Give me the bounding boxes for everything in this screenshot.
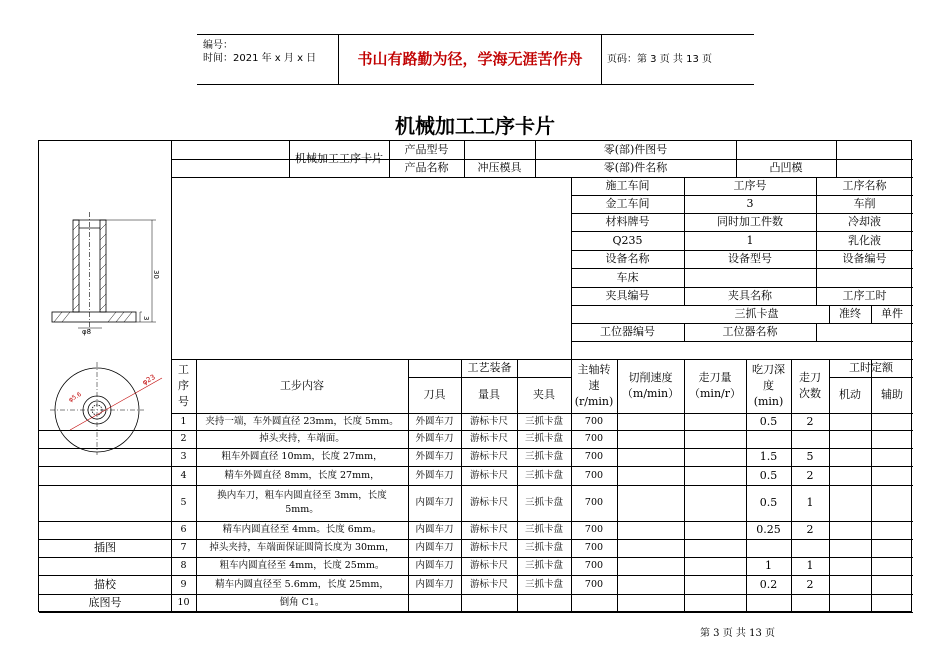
- row-speed: 700: [584, 560, 604, 571]
- page-header: [197, 34, 754, 85]
- row-fixture: 三抓卡盘: [524, 542, 563, 553]
- row-tool: 内圆车刀: [415, 560, 454, 571]
- col-tool: 刀具: [423, 388, 446, 401]
- info-cell: 工位器编号: [600, 325, 655, 338]
- col-aux: 辅助: [881, 388, 903, 401]
- row-gauge: 游标卡尺: [469, 578, 508, 590]
- side-draw: 插图: [94, 541, 116, 554]
- row-tool: 外圆车刀: [415, 469, 454, 481]
- row-fixture: 三抓卡盘: [524, 451, 563, 462]
- header-number: 编号：: [203, 40, 233, 51]
- col-time-quota: 工时定额: [849, 361, 893, 374]
- row-content: 粗车外圆直径 10mm，长度 27mm，: [221, 451, 383, 462]
- info-cell: 3: [746, 197, 754, 210]
- dim-d4: φ5.6: [67, 390, 83, 404]
- row-no: 3: [180, 451, 187, 462]
- row-no: 4: [180, 469, 187, 481]
- top-view: [50, 362, 162, 455]
- row-tool: 内圆车刀: [415, 524, 454, 535]
- header-time: 时间：2021 年 x 月 x 日: [203, 53, 317, 64]
- row-depth: [746, 594, 791, 612]
- dim-base: 3: [142, 316, 150, 321]
- row-passes: 2: [806, 414, 814, 428]
- info-cell: 冷却液: [848, 215, 881, 228]
- row-gauge: [461, 594, 517, 612]
- row-depth: 0.5: [759, 496, 778, 509]
- row-tool: 外圆车刀: [415, 433, 454, 444]
- row-content: 换内车刀，粗车内圆直径至 3mm，长度 5mm。: [217, 490, 387, 515]
- row-fixture: 三抓卡盘: [524, 415, 563, 427]
- row-depth: 0.5: [759, 414, 778, 428]
- grid-line: [39, 612, 913, 613]
- section-view: [52, 212, 156, 330]
- row-gauge: 游标卡尺: [469, 542, 508, 553]
- row-speed: 700: [584, 415, 604, 427]
- row-tool: 内圆车刀: [415, 497, 454, 508]
- header-meta: [197, 35, 337, 84]
- row-fixture: 三抓卡盘: [524, 524, 563, 535]
- row-depth: 0.5: [759, 468, 778, 482]
- row-depth: [746, 430, 791, 448]
- info-cell: 工序名称: [842, 179, 887, 192]
- row-passes: 5: [806, 450, 814, 463]
- process-card: [38, 140, 912, 612]
- row-no: 1: [180, 415, 187, 427]
- row-no: 10: [177, 597, 190, 608]
- row-content: 掉头夹持，车端面。: [259, 433, 345, 444]
- col-spindle: 主轴转速(r/min): [574, 363, 614, 408]
- info-cell: 夹具名称: [728, 289, 772, 302]
- row-fixture: 三抓卡盘: [524, 560, 563, 571]
- row-tool: 外圆车刀: [415, 451, 454, 462]
- row-passes: [791, 594, 829, 612]
- page-title: 机械加工工序卡片: [395, 114, 555, 138]
- part-name: 凸凹模: [769, 161, 803, 174]
- row-no: 5: [180, 497, 187, 508]
- row-depth: 0.25: [756, 523, 781, 536]
- col-depth: 吃刀深度(min): [752, 363, 785, 408]
- col-equipment: 工艺装备: [467, 361, 512, 374]
- row-passes: 1: [806, 559, 814, 572]
- col-passes: 走刀次数: [799, 371, 821, 400]
- side-base-no: 底图号: [88, 596, 122, 609]
- info-cell: [816, 268, 913, 287]
- row-content: 粗车内圆直径至 4mm，长度 25mm。: [219, 560, 385, 571]
- row-speed: 700: [584, 497, 604, 508]
- info-cell: Q235: [612, 233, 643, 247]
- info-cell: 施工车间: [605, 179, 650, 192]
- col-feed: 走刀量（min/r）: [689, 371, 741, 400]
- info-cell: [684, 268, 816, 287]
- row-tool: 内圆车刀: [415, 542, 454, 553]
- dim-d: φ8: [82, 328, 92, 336]
- page-footer: 第 3 页 共 13 页: [700, 628, 775, 639]
- info-cell: 乳化液: [848, 233, 881, 247]
- row-no: 6: [180, 524, 187, 535]
- row-tool: [408, 594, 461, 612]
- row-gauge: 游标卡尺: [469, 433, 508, 444]
- row-fixture: 三抓卡盘: [524, 578, 563, 590]
- row-passes: [791, 539, 829, 557]
- grid-line: [836, 141, 837, 177]
- product-name: 冲压模具: [477, 161, 522, 174]
- row-fixture: 三抓卡盘: [524, 433, 563, 444]
- info-cell: 同时加工件数: [717, 215, 783, 228]
- row-no: 9: [180, 578, 187, 590]
- row-content: 精车内圆直径至 4mm。长度 6mm。: [222, 524, 382, 535]
- info-cell: 车床: [616, 270, 639, 284]
- info-cell: 1: [746, 233, 754, 247]
- dim-height: 30: [152, 270, 160, 279]
- row-speed: [571, 594, 617, 612]
- info-cell: 车削: [853, 197, 876, 210]
- row-speed: 700: [584, 578, 604, 590]
- col-machine: 机动: [839, 388, 861, 401]
- row-content: 掉头夹持，车端面保证圆筒长度为 30mm，: [209, 542, 395, 553]
- info-cell: 三抓卡盘: [734, 307, 779, 320]
- row-passes: [791, 430, 829, 448]
- row-fixture: [517, 594, 571, 612]
- header-motto: 书山有路勤为径，学海无涯苦作舟: [338, 35, 602, 84]
- col-content: 工步内容: [280, 379, 324, 392]
- info-cell: 夹具编号: [605, 289, 650, 302]
- col-cut-speed: 切削速度（m/min）: [621, 371, 680, 400]
- info-cell: 单件: [881, 307, 903, 320]
- info-cell: 准终: [839, 307, 861, 320]
- info-cell: 金工车间: [605, 197, 650, 210]
- side-trace: 描校: [94, 577, 116, 591]
- row-gauge: 游标卡尺: [469, 560, 508, 571]
- row-speed: 700: [584, 524, 604, 535]
- row-no: 2: [180, 433, 187, 444]
- row-speed: 700: [584, 451, 604, 462]
- row-depth: 0.2: [759, 577, 778, 591]
- part-drawing: [40, 190, 168, 455]
- info-cell: 材料牌号: [605, 215, 650, 228]
- row-passes: 2: [806, 577, 814, 591]
- row-content: 倒角 C1。: [279, 597, 325, 608]
- row-no: 8: [180, 560, 187, 571]
- row-gauge: 游标卡尺: [469, 497, 508, 508]
- col-step-no: 工序号: [178, 363, 189, 408]
- grid-line: [571, 341, 913, 342]
- row-passes: 2: [806, 523, 814, 536]
- row-content: 精车外圆直径 8mm，长度 27mm，: [224, 469, 380, 481]
- row-gauge: 游标卡尺: [469, 415, 508, 427]
- row-content: 精车内圆直径至 5.6mm，长度 25mm，: [215, 578, 389, 590]
- row-passes: 2: [806, 468, 814, 482]
- row-depth: 1.5: [759, 450, 778, 463]
- row-gauge: 游标卡尺: [469, 524, 508, 535]
- row-depth: 1: [765, 559, 772, 572]
- header-page: 页码：第 3 页 共 13 页: [607, 54, 712, 65]
- row-tool: 外圆车刀: [415, 415, 454, 427]
- row-fixture: 三抓卡盘: [524, 469, 563, 481]
- col-fixture: 夹具: [533, 388, 555, 401]
- info-cell: 工位器名称: [722, 325, 778, 338]
- row-tool: 内圆车刀: [415, 578, 454, 590]
- info-cell: 设备编号: [842, 252, 887, 265]
- row-speed: 700: [584, 469, 604, 481]
- dim-d3: φ23: [141, 373, 157, 387]
- row-depth: [746, 539, 791, 557]
- row-content: 夹持一端，车外圆直径 23mm，长度 5mm。: [205, 415, 399, 427]
- row-speed: 700: [584, 542, 604, 553]
- row-fixture: 三抓卡盘: [524, 497, 563, 508]
- row-speed: 700: [584, 433, 604, 444]
- row-passes: 1: [806, 496, 814, 509]
- info-cell: 工序工时: [842, 289, 887, 302]
- product-model-label: 产品型号: [404, 143, 449, 156]
- col-gauge: 量具: [478, 388, 500, 401]
- info-cell: 设备名称: [605, 252, 650, 265]
- part-no-label: 零(部)件图号: [603, 143, 668, 156]
- row-gauge: 游标卡尺: [469, 451, 508, 462]
- row-gauge: 游标卡尺: [469, 469, 508, 481]
- row-no: 7: [180, 542, 187, 553]
- info-cell: 工序号: [733, 179, 767, 192]
- card-name: 机械加工工序卡片: [295, 152, 383, 165]
- part-name-label: 零(部)件名称: [603, 161, 668, 174]
- product-name-label: 产品名称: [404, 161, 449, 174]
- info-cell: 设备型号: [728, 252, 772, 265]
- grid-line: [816, 323, 817, 341]
